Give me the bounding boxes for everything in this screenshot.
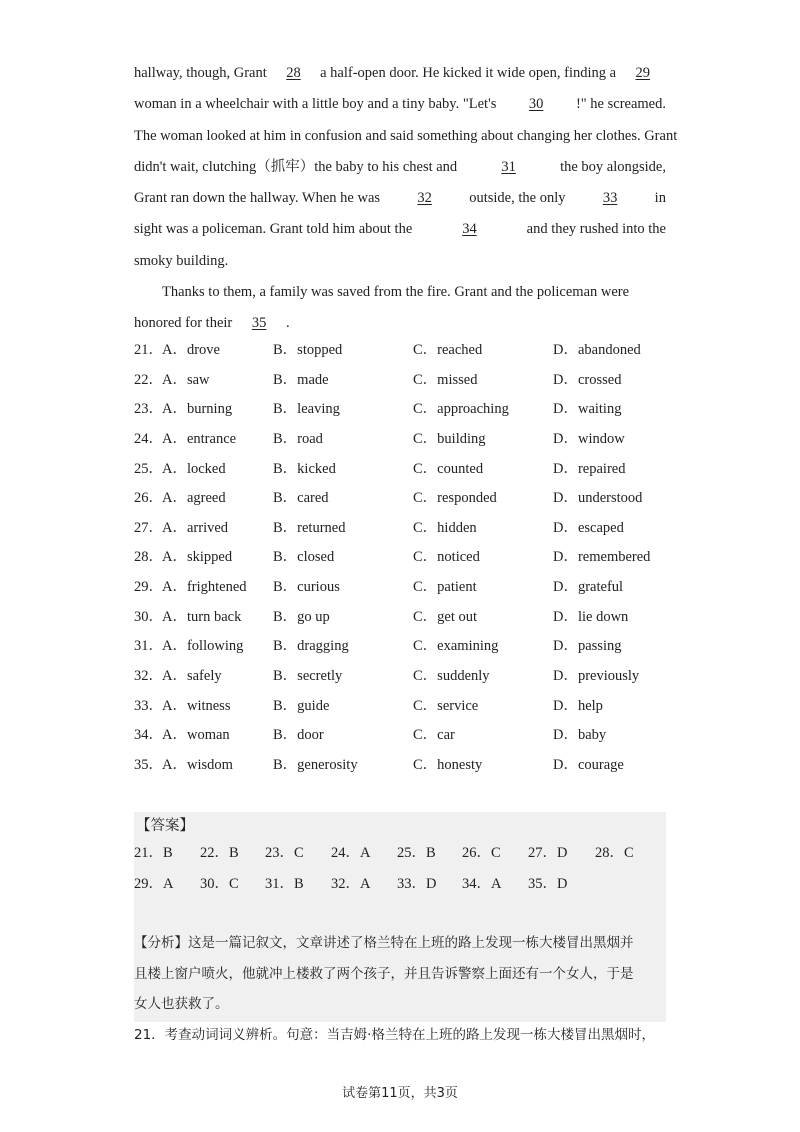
option-c: C．patient [413, 579, 477, 596]
question-number: 35． [134, 756, 163, 773]
blank-35: 35 [251, 315, 267, 332]
question-number: 27． [134, 519, 163, 536]
passage-line: smoky building. [134, 252, 229, 269]
text: outside, the only [469, 190, 566, 207]
option-b: B．made [273, 371, 329, 388]
blank-28: 28 [286, 65, 301, 81]
answer-item: 26．C [462, 845, 501, 861]
question-number: 31． [134, 638, 163, 655]
option-b: B．closed [273, 549, 335, 566]
question-number: 29． [134, 579, 163, 596]
option-d: D．previously [553, 668, 640, 685]
answer-item: 21．B [134, 845, 173, 861]
answer-item: 27．D [528, 845, 568, 861]
option-b: B．generosity [273, 756, 358, 773]
blank-32: 32 [417, 190, 432, 207]
option-a: A．skipped [162, 549, 233, 566]
option-b: B．cared [273, 490, 329, 507]
text: and they rushed into the [526, 221, 666, 238]
option-b: B．road [273, 430, 323, 447]
option-a: A．witness [162, 697, 231, 714]
blank-33: 33 [602, 190, 618, 207]
passage-line [134, 183, 666, 214]
blank-30: 30 [528, 96, 544, 113]
option-d: D．lie down [553, 608, 629, 625]
question-number: 32． [134, 668, 163, 685]
option-c: C．noticed [413, 549, 480, 566]
option-a: A．frightened [162, 579, 247, 596]
analysis-line: 21．考查动词词义辨析。句意：当吉姆·格兰特在上班的路上发现一栋大楼冒出黑烟时， [134, 1026, 655, 1043]
question-number: 33． [134, 697, 163, 714]
option-a: A．burning [162, 401, 233, 418]
answer-item: 31．B [265, 876, 304, 892]
answer-item: 23．C [265, 845, 304, 861]
option-a: A．safely [162, 668, 222, 685]
answer-item: 28．C [595, 845, 634, 861]
option-d: D．baby [553, 727, 607, 744]
option-a: A．wisdom [162, 756, 233, 773]
analysis-line: 女人也获救了。 [134, 996, 229, 1012]
option-c: C．suddenly [413, 668, 490, 685]
option-d: D．help [553, 697, 603, 714]
text: the boy alongside, [560, 158, 666, 175]
option-b: B．returned [273, 519, 346, 536]
option-c: C．honesty [413, 756, 483, 773]
blank-29: 29 [635, 65, 650, 81]
option-d: D．waiting [553, 401, 622, 418]
answer-item: 25．B [397, 845, 436, 861]
question-number: 34． [134, 727, 163, 744]
option-d: D．escaped [553, 519, 624, 536]
option-d: D．window [553, 430, 625, 447]
option-c: C．building [413, 430, 486, 447]
analysis-line: 且楼上窗户喷火，他就冲上楼救了两个孩子，并且告诉警察上面还有一个女人，于是 [134, 965, 634, 982]
text: in [654, 190, 666, 207]
answer-row [134, 869, 674, 899]
option-c: C．approaching [413, 401, 509, 418]
option-d: D．grateful [553, 579, 624, 596]
option-c: C．missed [413, 371, 478, 388]
option-d: D．remembered [553, 549, 651, 566]
passage [134, 58, 678, 340]
blank-34: 34 [462, 221, 477, 238]
option-a: A．arrived [162, 519, 229, 536]
option-d: D．repaired [553, 460, 626, 477]
answer-title: 【答案】 [136, 818, 194, 834]
answer-item: 30．C [200, 876, 239, 892]
text: !" he screamed. [575, 96, 666, 113]
option-c: C．reached [413, 342, 483, 358]
option-a: A．woman [162, 727, 230, 744]
answer-item: 35．D [528, 876, 568, 892]
text: woman in a wheelchair with a little boy and a tiny baby. "Let's [134, 96, 497, 113]
text: . [286, 315, 290, 332]
question-number: 23． [134, 401, 163, 418]
passage-line [134, 152, 666, 183]
passage-line: Thanks to them, a family was saved from the fire. Grant and the policeman were [162, 284, 630, 301]
answer-item: 29．A [134, 876, 174, 892]
text: hallway, though, Grant [134, 65, 267, 81]
option-d: D．crossed [553, 371, 622, 388]
blank-31: 31 [501, 158, 516, 175]
option-c: C．hidden [413, 519, 477, 536]
analysis [134, 928, 668, 1050]
question-number: 25． [134, 460, 163, 477]
option-a: A．locked [162, 460, 226, 477]
option-b: B．secretly [273, 668, 343, 685]
option-a: A．turn back [162, 608, 242, 625]
analysis-line: 【分析】这是一篇记叙文，文章讲述了格兰特在上班的路上发现一栋大楼冒出黑烟并 [134, 935, 634, 951]
option-b: B．door [273, 727, 324, 744]
question-number: 24． [134, 430, 163, 447]
question-number: 22． [134, 371, 163, 388]
option-b: B．stopped [273, 342, 343, 358]
option-b: B．kicked [273, 460, 336, 477]
question-number: 26． [134, 490, 163, 507]
text: honored for their [134, 315, 233, 332]
answer-item: 34．A [462, 876, 502, 892]
option-d: D．abandoned [553, 342, 641, 358]
text: didn't wait, clutching（抓牢）the baby to his chest and [134, 158, 458, 175]
answer-item: 33．D [397, 876, 437, 892]
option-c: C．counted [413, 460, 484, 477]
question-number: 28． [134, 549, 163, 566]
answer-item: 32．A [331, 876, 371, 892]
answer-item: 24．A [331, 845, 371, 861]
option-b: B．leaving [273, 401, 340, 418]
option-c: C．examining [413, 638, 499, 655]
option-b: B．dragging [273, 638, 349, 655]
passage-line: The woman looked at him in confusion and said something about changing her clothes. Grant [134, 127, 678, 144]
answer-item: 22．B [200, 845, 239, 861]
option-b: B．guide [273, 697, 330, 714]
option-c: C．get out [413, 608, 478, 625]
option-b: B．go up [273, 608, 330, 625]
option-a: A．saw [162, 371, 210, 388]
option-a: A．agreed [162, 490, 226, 507]
question-number: 30． [134, 608, 163, 625]
text: a half-open door. He kicked it wide open, finding a [320, 65, 617, 81]
option-a: A．entrance [162, 430, 237, 447]
option-a: A．following [162, 638, 244, 655]
passage-line [134, 308, 666, 339]
text: sight was a policeman. Grant told him about the [134, 221, 413, 238]
option-d: D．understood [553, 490, 643, 507]
text: Grant ran down the hallway. When he was [134, 190, 381, 207]
answer-row [134, 838, 674, 868]
option-d: D．courage [553, 756, 624, 773]
option-d: D．passing [553, 638, 622, 655]
passage-line [134, 89, 666, 120]
page-footer: 试卷第11页，共3页 [342, 1086, 458, 1101]
option-c: C．responded [413, 490, 497, 507]
option-c: C．car [413, 727, 455, 744]
option-a: A．drove [162, 342, 220, 358]
passage-line [134, 214, 666, 245]
question-number: 21． [134, 342, 163, 358]
passage-line [134, 58, 666, 89]
option-b: B．curious [273, 579, 340, 596]
option-c: C．service [413, 697, 479, 714]
